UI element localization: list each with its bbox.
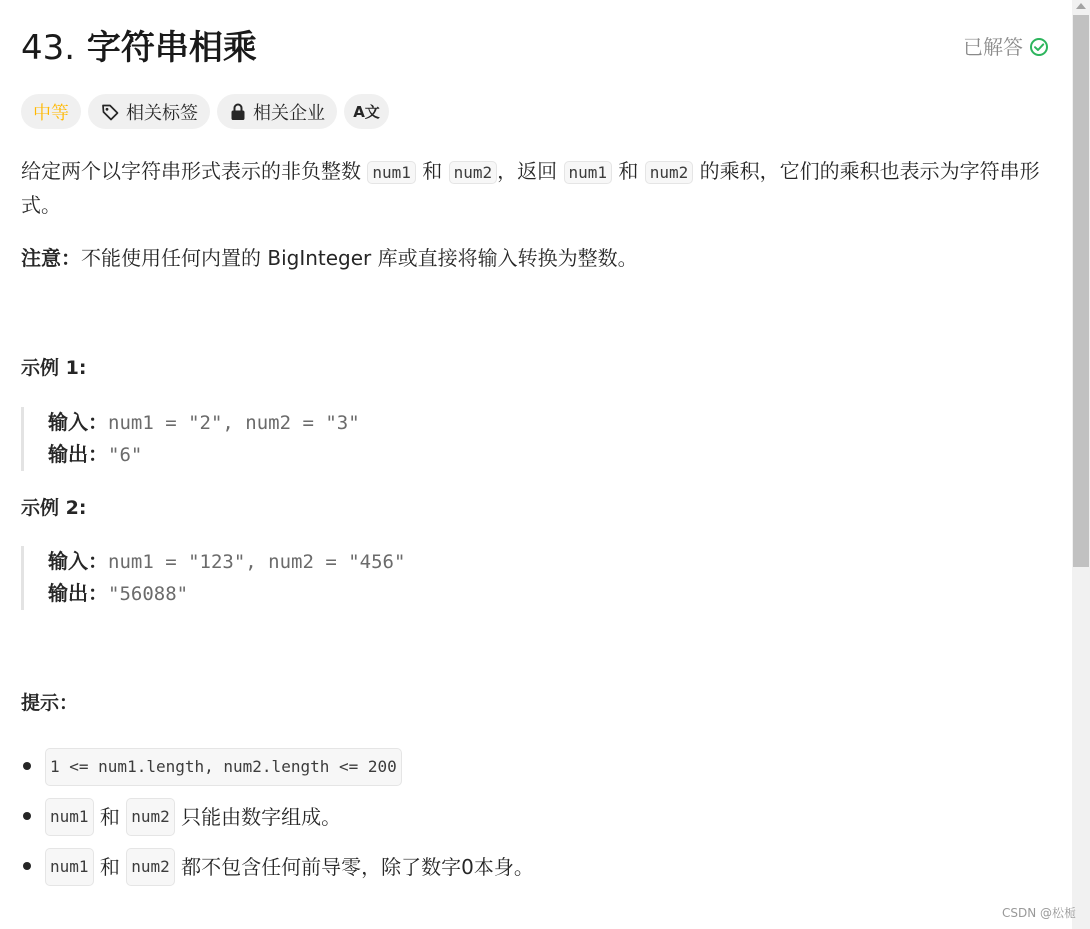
- check-circle-icon: [1029, 37, 1049, 57]
- example-1-output: [48, 439, 360, 471]
- inline-code: num1: [367, 161, 416, 184]
- inline-code: num2: [126, 848, 175, 886]
- example-1-heading: 示例 1:: [21, 357, 87, 379]
- page-title: [21, 26, 257, 70]
- related-companies-button[interactable]: [217, 94, 337, 129]
- hint-text: 都不包含任何前导零，除了数字0本身。: [174, 855, 534, 879]
- scrollbar-thumb[interactable]: [1073, 15, 1089, 567]
- hints-heading: 提示：: [21, 692, 79, 714]
- related-tags-label: 相关标签: [126, 102, 198, 124]
- solved-status: [963, 33, 1049, 61]
- list-item: [21, 742, 534, 792]
- desc-text: 给定两个以字符串形式表示的非负整数: [21, 159, 368, 183]
- tag-row: [21, 94, 389, 129]
- note-paragraph: [21, 243, 638, 273]
- desc-text: 和: [415, 159, 449, 183]
- vertical-scrollbar[interactable]: [1072, 0, 1090, 929]
- note-text: 不能使用任何内置的 BigInteger 库或直接将输入转换为整数。: [81, 246, 638, 270]
- problem-number: 43.: [21, 28, 76, 68]
- output-value: "6": [108, 444, 143, 466]
- problem-description: [21, 155, 1051, 221]
- inline-code: num2: [449, 161, 498, 184]
- related-companies-label: 相关企业: [253, 102, 325, 124]
- inline-code: num2: [126, 798, 175, 836]
- example-2-input: [48, 546, 405, 578]
- example-2-heading: 示例 2:: [21, 497, 87, 519]
- problem-title: 字符串相乘: [86, 28, 257, 68]
- example-2-output: [48, 578, 405, 610]
- related-tags-button[interactable]: [88, 94, 210, 129]
- note-label: 注意：: [21, 246, 81, 270]
- tag-icon: [100, 102, 120, 122]
- example-1-block: [21, 407, 360, 471]
- difficulty-badge[interactable]: [21, 94, 81, 129]
- desc-text: 的乘积，它们的乘积也表示为字符串形式。: [21, 159, 1040, 217]
- hint-text: 和: [93, 855, 127, 879]
- desc-text: ，返回: [497, 159, 564, 183]
- example-1-input: [48, 407, 360, 439]
- lock-icon: [229, 102, 247, 122]
- inline-code: num1: [45, 798, 94, 836]
- scroll-up-arrow-icon[interactable]: [1076, 3, 1086, 9]
- watermark: CSDN @松栀: [1001, 906, 1076, 920]
- desc-text: 和: [612, 159, 645, 183]
- hints-list: [21, 742, 534, 892]
- input-label: 输入：: [48, 549, 108, 573]
- solved-label: 已解答: [963, 35, 1023, 59]
- input-label: 输入：: [48, 410, 108, 434]
- input-value: num1 = "123", num2 = "456": [108, 551, 406, 573]
- hint-text: 和: [93, 805, 127, 829]
- list-item: [21, 792, 534, 842]
- hint-text: 只能由数字组成。: [174, 805, 342, 829]
- translate-button[interactable]: [344, 94, 389, 129]
- output-value: "56088": [108, 583, 189, 605]
- output-label: 输出：: [48, 581, 108, 605]
- inline-code: num1: [45, 848, 94, 886]
- translate-icon: A文: [353, 103, 380, 121]
- list-item: [21, 842, 534, 892]
- inline-code: num2: [645, 161, 694, 184]
- input-value: num1 = "2", num2 = "3": [108, 412, 360, 434]
- inline-code: 1 <= num1.length, num2.length <= 200: [45, 748, 402, 786]
- output-label: 输出：: [48, 442, 108, 466]
- difficulty-label: 中等: [33, 102, 69, 124]
- inline-code: num1: [564, 161, 613, 184]
- example-2-block: [21, 546, 405, 610]
